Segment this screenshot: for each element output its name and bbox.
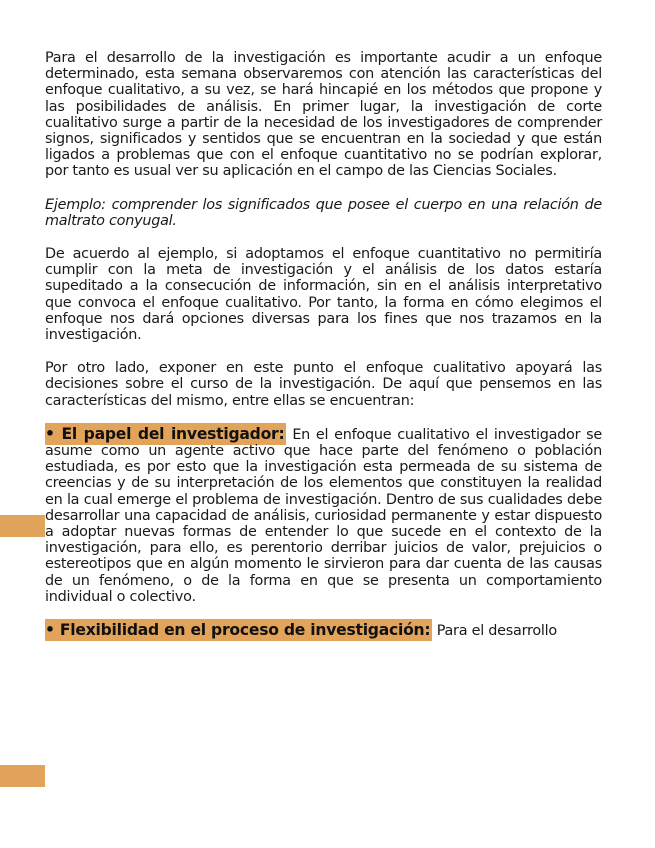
characteristic-heading-researcher-role: • El papel del investigador: [45, 424, 285, 443]
intro-paragraph: Para el desarrollo de la investigación es importante acudir a un enfoque determinado, esta semana observaremos con atención las características del enfoque cualitativo, a su vez, se hará hincapié en los métodos que propone y las posibilidades de análisis. En primer lugar, la investigación de corte cualitativo surge a partir de la necesidad de los investigadores de comprender signos, significados y sentidos que se encuentran en la sociedad y que están ligados a problemas que con el enfoque cuantitativo no se podrían explorar, por tanto es usual ver su aplicación en el campo de las Ciencias Sociales. [45, 50, 602, 180]
example-paragraph: Ejemplo: comprender los significados que posee el cuerpo en una relación de maltrato conyugal. [45, 196, 602, 229]
highlight-bar-left [0, 765, 45, 787]
explanation-paragraph: De acuerdo al ejemplo, si adoptamos el enfoque cuantitativo no permitiría cumplir con la meta de investigación y el análisis de los datos estaría supeditado a la consecución de información, sin en el análisis interpretativo que convoca el enfoque cualitativo. Por tanto, la forma en cómo elegimos el enfoque nos dará opciones diversas para los fines que nos trazamos en la investigación. [45, 246, 602, 344]
characteristics-intro-paragraph: Por otro lado, exponer en este punto el enfoque cualitativo apoyará las decisiones sobre el curso de la investigación. De aquí que pensemos en las características del mismo, entre ellas se encuentran: [45, 360, 602, 409]
characteristic-item-researcher-role [45, 426, 602, 605]
highlight-bar-left [0, 515, 45, 537]
characteristic-text-researcher-role: En el enfoque cualitativo el investigador se asume como un agente activo que hace parte del fenómeno o población estudiada, es por esto que la investigación esta permeada de su sistema de creencias y de su interpretación de los elementos que constituyen la realidad en la cual emerge el problema de investigación. Dentro de sus cualidades debe desarrollar una capacidad de análisis, curiosidad permanente y estar dispuesto a adoptar nuevas formas de entender lo que sucede en el contexto de la investigación, para ello, es perentorio derribar juicios de valor, prejuicios o estereotipos que en algún momento le sirvieron para dar cuenta de las causas de un fenómeno, o de la forma en que se presenta un comportamiento individual o colectivo. [45, 426, 602, 605]
characteristic-heading-flexibility: • Flexibilidad en el proceso de investigación: [45, 621, 431, 640]
characteristic-item-flexibility [45, 622, 602, 639]
characteristic-text-flexibility: Para el desarrollo [432, 623, 557, 640]
